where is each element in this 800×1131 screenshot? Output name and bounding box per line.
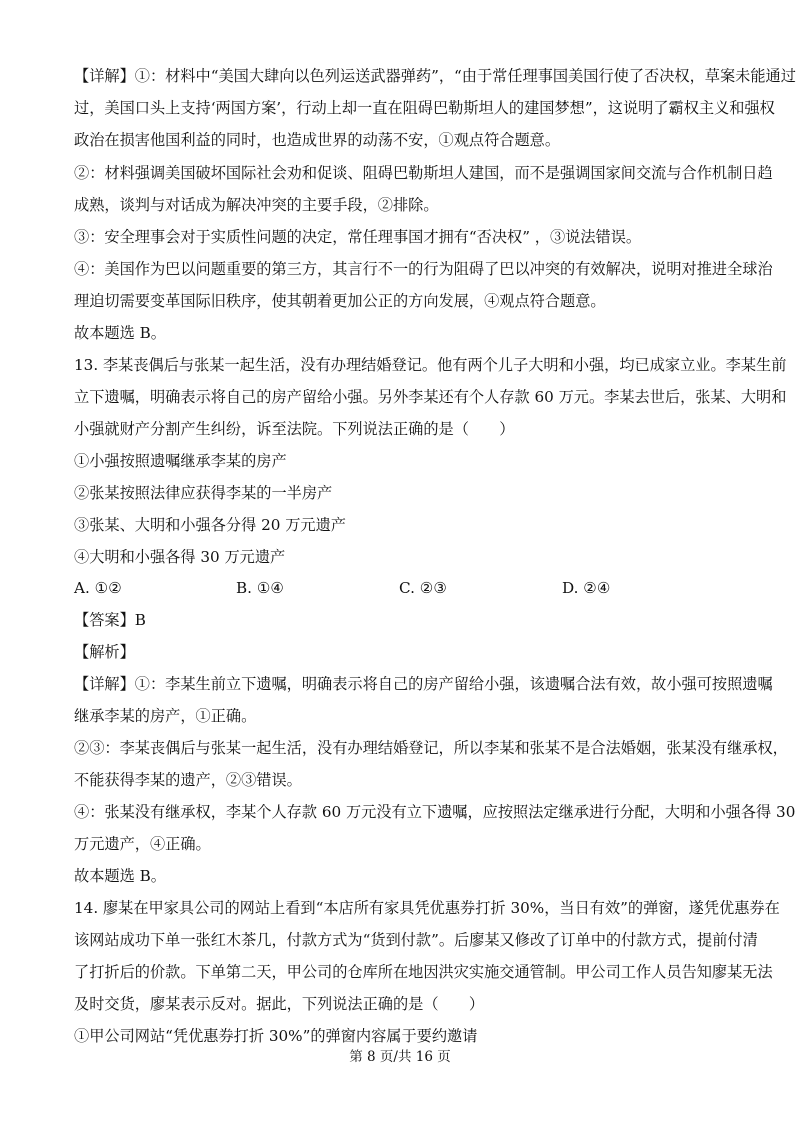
option-c: C. ②③	[399, 579, 447, 597]
question-14-stem: 及时交货，廖某表示反对。据此，下列说法正确的是（ ）	[74, 995, 485, 1013]
detail-line: 政治在损害他国利益的同时，也造成世界的动荡不安，①观点符合题意。	[74, 131, 560, 149]
detail-line: ③：安全理事会对于实质性问题的决定，常任理事国才拥有“否决权” ，③说法错误。	[74, 228, 642, 246]
question-13-stem: 立下遗嘱，明确表示将自己的房产留给小强。另外李某还有个人存款 60 万元。李某去世后，张某、大明和	[74, 388, 787, 406]
question-14-stem: 了打折后的价款。下单第二天，甲公司的仓库所在地因洪灾实施交通管制。甲公司工作人员告知廖某无法	[74, 963, 773, 981]
detail-line: 不能获得李某的遗产，②③错误。	[74, 771, 302, 789]
conclusion-line: 故本题选 B。	[74, 867, 166, 885]
detail-line: 继承李某的房产，①正确。	[74, 707, 257, 725]
statement-item: ②张某按照法律应获得李某的一半房产	[74, 484, 333, 502]
answer-options	[74, 578, 734, 598]
question-13-stem: 小强就财产分割产生纠纷，诉至法院。下列说法正确的是（ ）	[74, 420, 515, 438]
conclusion-line: 故本题选 B。	[74, 324, 166, 342]
statement-item: ③张某、大明和小强各分得 20 万元遗产	[74, 516, 346, 534]
answer-line: 【答案】B	[74, 611, 146, 629]
question-14-stem: 该网站成功下单一张红木茶几，付款方式为“货到付款”。后廖某又修改了订单中的付款方式，提前付清	[74, 931, 758, 949]
analysis-label: 【解析】	[74, 643, 135, 661]
option-a: A. ①②	[74, 579, 122, 597]
detail-line: 万元遗产，④正确。	[74, 835, 211, 853]
page-footer: 第 8 页/共 16 页	[349, 1049, 451, 1065]
detail-line: 成熟，谈判与对话成为解决冲突的主要手段，②排除。	[74, 196, 439, 214]
detail-line: 过，美国口头上支持‘两国方案’，行动上却一直在阻碍巴勒斯坦人的建国梦想”，这说明了霸权主义和强权	[74, 99, 775, 117]
option-b: B. ①④	[236, 579, 285, 597]
detail-line: 【详解】①：材料中“美国大肆向以色列运送武器弹药”，“由于常任理事国美国行使了否决权，草案未能通过	[74, 67, 796, 85]
statement-item: ①小强按照遗嘱继承李某的房产	[74, 452, 287, 470]
detail-line: ④：美国作为巴以问题重要的第三方，其言行不一的行为阻碍了巴以冲突的有效解决，说明对推进全球治	[74, 260, 773, 278]
statement-item: ①甲公司网站“凭优惠券打折 30%”的弹窗内容属于要约邀请	[74, 1027, 478, 1045]
detail-line: 理迫切需要变革国际旧秩序，使其朝着更加公正的方向发展，④观点符合题意。	[74, 292, 606, 310]
question-13-stem: 13. 李某丧偶后与张某一起生活，没有办理结婚登记。他有两个儿子大明和小强，均已成家立业。李某生前	[74, 356, 787, 374]
statement-item: ④大明和小强各得 30 万元遗产	[74, 548, 286, 566]
question-14-stem: 14. 廖某在甲家具公司的网站上看到“本店所有家具凭优惠券打折 30%，当日有效”的弹窗，遂凭优惠券在	[74, 899, 780, 917]
detail-line: ④：张某没有继承权，李某个人存款 60 万元没有立下遗嘱，应按照法定继承进行分配，大明和小强各得 30	[74, 803, 796, 821]
detail-line: ②：材料强调美国破坏国际社会劝和促谈、阻碍巴勒斯坦人建国，而不是强调国家间交流与合作机制日趋	[74, 164, 773, 182]
detail-line: ②③：李某丧偶后与张某一起生活，没有办理结婚登记，所以李某和张某不是合法婚姻，张某没有继承权，	[74, 739, 788, 757]
option-d: D. ②④	[562, 579, 611, 597]
detail-line: 【详解】①：李某生前立下遗嘱，明确表示将自己的房产留给小强，该遗嘱合法有效，故小强可按照遗嘱	[74, 675, 773, 693]
